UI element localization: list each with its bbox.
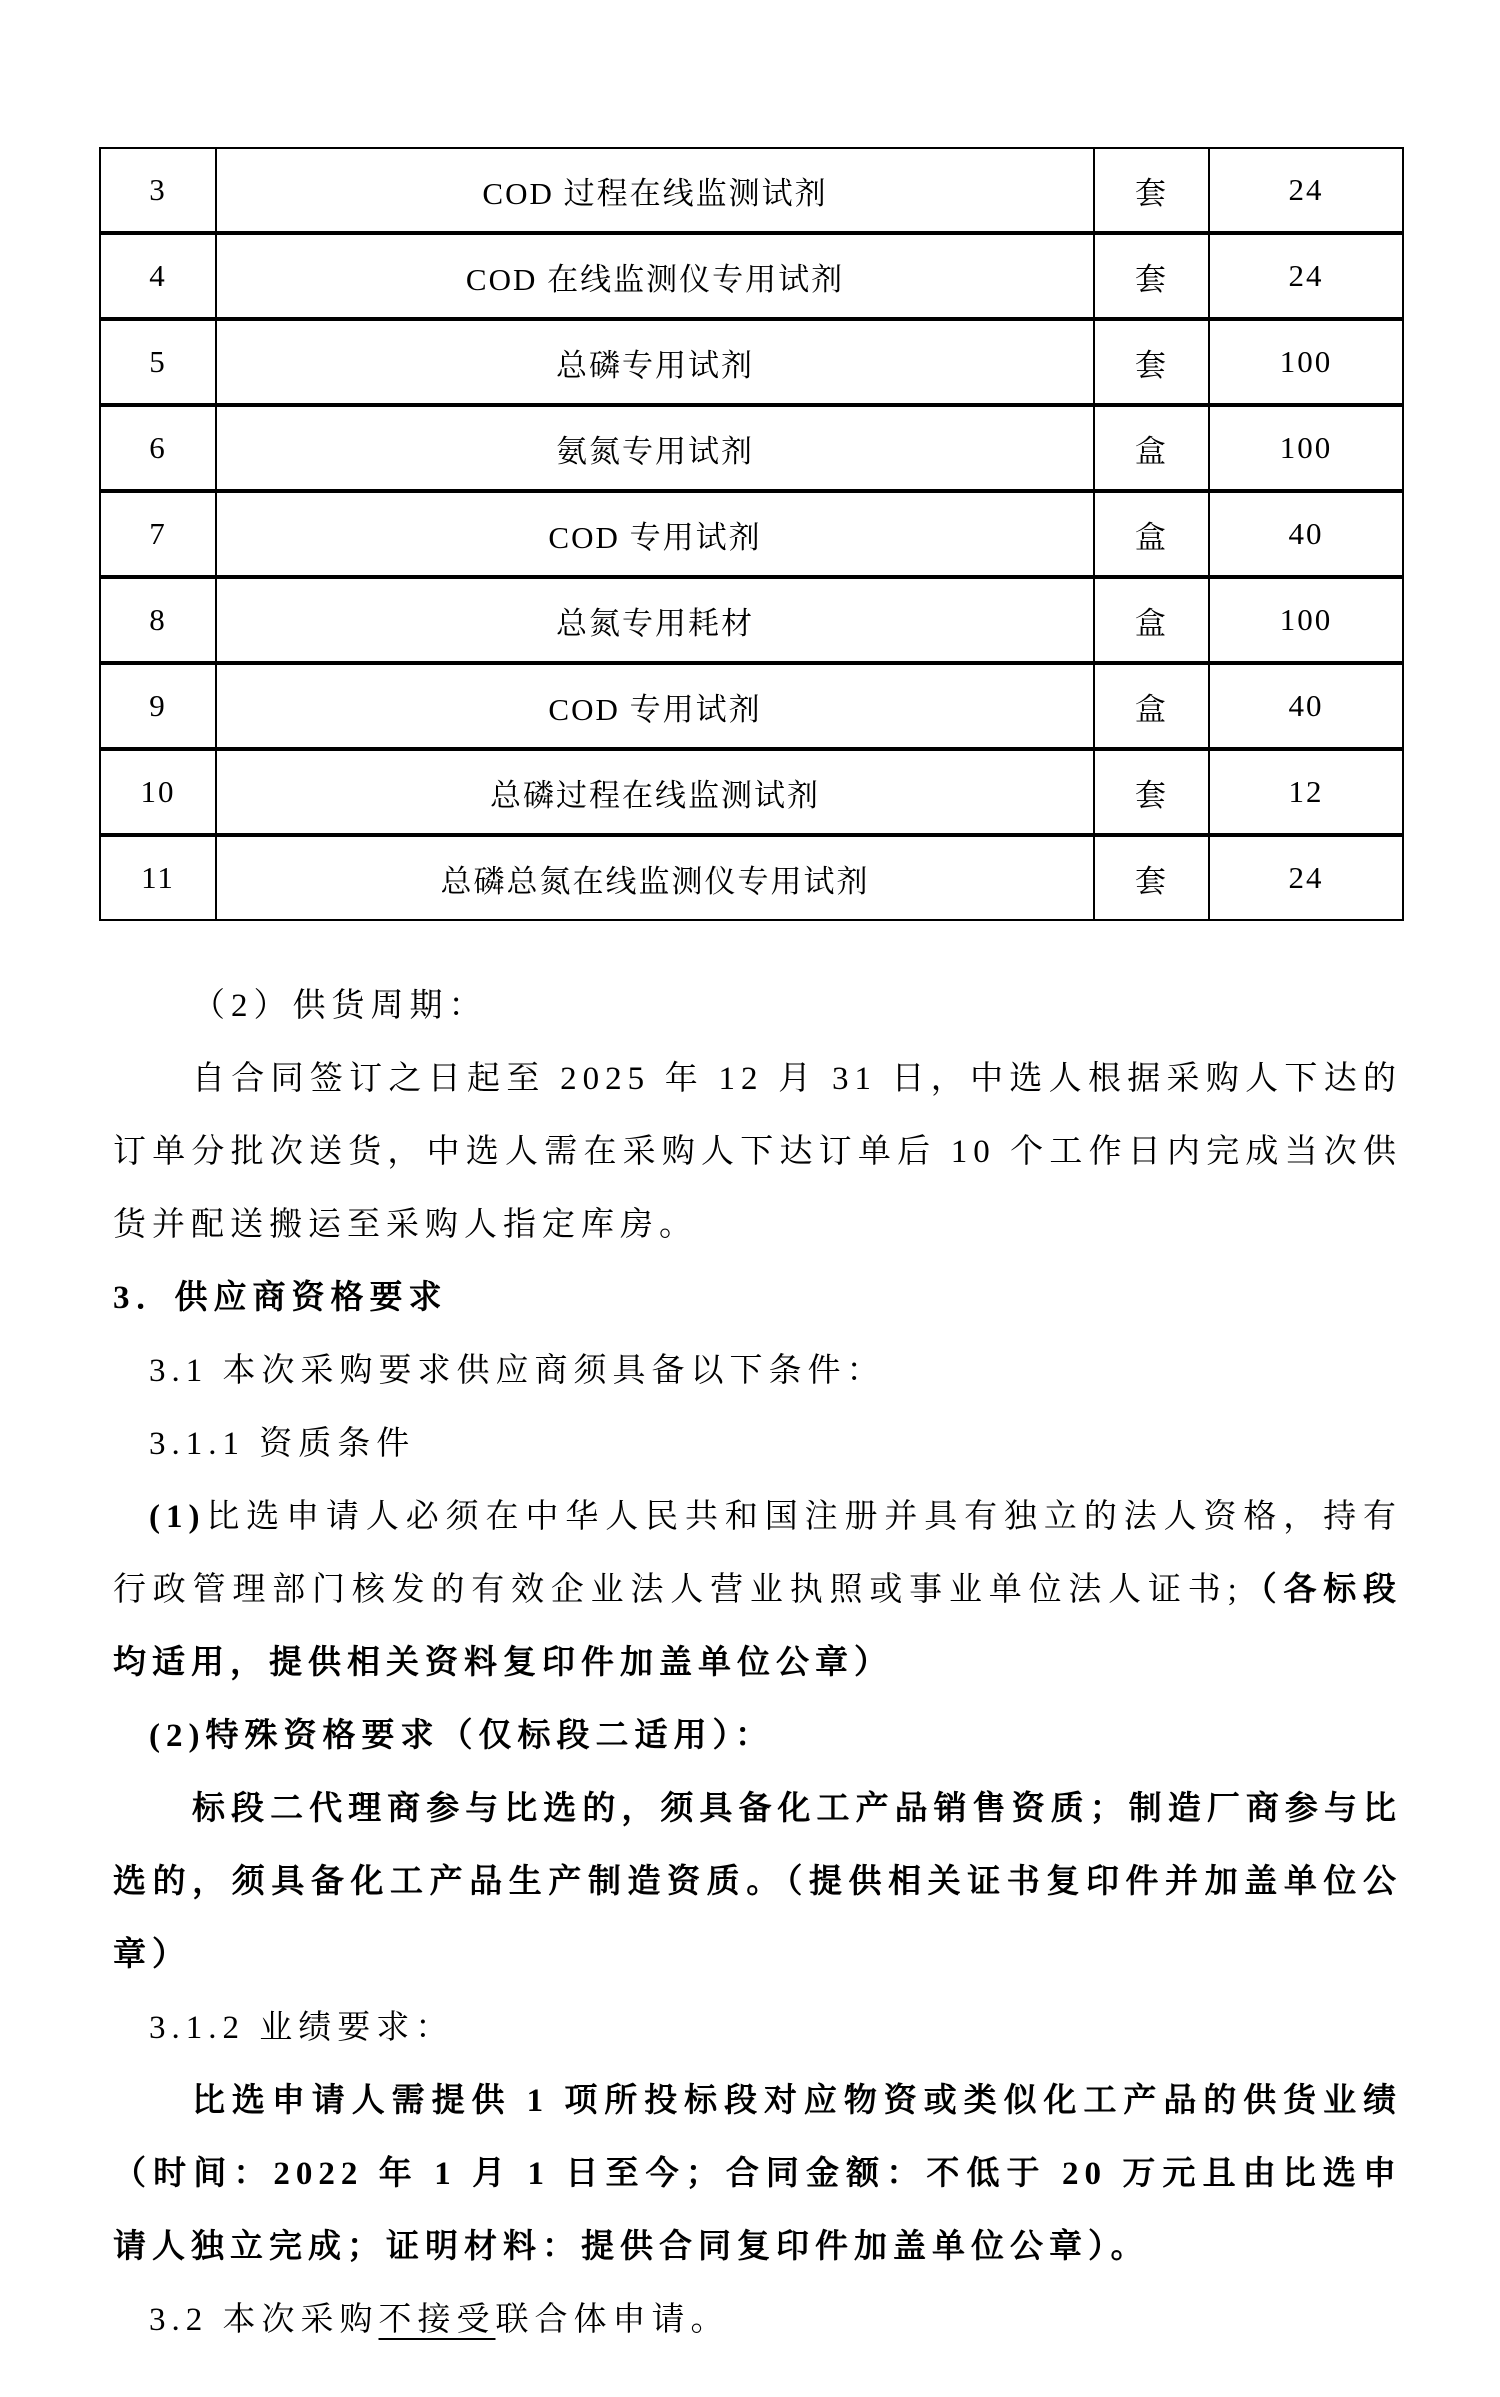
table-row: [100, 233, 1403, 319]
table-row: [100, 148, 1403, 233]
body-text: [113, 970, 1402, 2357]
row-no-cell: 3: [100, 148, 216, 233]
quantity-cell: 12: [1209, 749, 1403, 835]
p32-underlined-text: 不接受: [378, 2302, 496, 2338]
para-qualification-2-body: 标段二代理商参与比选的，须具备化工产品销售资质；制造厂商参与比选的，须具备化工产品生产制造资质。（提供相关证书复印件并加盖单位公章）: [113, 1791, 1402, 1973]
table-row: [100, 663, 1403, 749]
item-name-cell: COD 过程在线监测试剂: [216, 148, 1094, 233]
row-no-cell: 4: [100, 233, 216, 319]
row-no-cell: 6: [100, 405, 216, 491]
item-name-cell: 氨氮专用试剂: [216, 405, 1094, 491]
unit-cell: 盒: [1094, 577, 1209, 663]
para-3-2: [113, 2284, 1402, 2357]
row-no-cell: 7: [100, 491, 216, 577]
para-qualification-2-title: (2)特殊资格要求（仅标段二适用）：: [149, 1718, 774, 1754]
item-name-cell: 总磷过程在线监测试剂: [216, 749, 1094, 835]
row-no-cell: 10: [100, 749, 216, 835]
item-name-cell: 总磷专用试剂: [216, 319, 1094, 405]
item-name-cell: COD 专用试剂: [216, 491, 1094, 577]
para-supply-cycle-label: （2）供货周期：: [192, 988, 488, 1024]
quantity-cell: 100: [1209, 405, 1403, 491]
para-3-1-1: 3.1.1 资质条件: [149, 1426, 416, 1462]
p32-text-before: 3.2 本次采购: [149, 2302, 379, 2338]
table-row: [100, 405, 1403, 491]
item-name-cell: 总氮专用耗材: [216, 577, 1094, 663]
row-no-cell: 11: [100, 835, 216, 920]
quantity-cell: 100: [1209, 577, 1403, 663]
unit-cell: 盒: [1094, 491, 1209, 577]
row-no-cell: 9: [100, 663, 216, 749]
quantity-cell: 100: [1209, 319, 1403, 405]
table-row: [100, 577, 1403, 663]
unit-cell: 套: [1094, 749, 1209, 835]
quantity-cell: 24: [1209, 233, 1403, 319]
qual1-number: (1): [149, 1499, 206, 1535]
para-supply-period: 自合同签订之日起至 2025 年 12 月 31 日，中选人根据采购人下达的订单分批次送货，中选人需在采购人下达订单后 10 个工作日内完成当次供货并配送搬运至采购人指定库房。: [113, 1061, 1402, 1243]
unit-cell: 套: [1094, 148, 1209, 233]
unit-cell: 盒: [1094, 663, 1209, 749]
para-3-1-2: 3.1.2 业绩要求：: [149, 2010, 455, 2046]
quantity-cell: 24: [1209, 148, 1403, 233]
unit-cell: 盒: [1094, 405, 1209, 491]
table-row: [100, 319, 1403, 405]
qual1-bold-note: （各标段均适用，提供相关资料复印件加盖单位公章）: [113, 1572, 1403, 1681]
p32-text-after: 联合体申请。: [495, 2302, 730, 2338]
para-3-1: 3.1 本次采购要求供应商须具备以下条件：: [149, 1353, 886, 1389]
table-row: [100, 749, 1403, 835]
table-row: [100, 491, 1403, 577]
para-qualification-1: [113, 1481, 1402, 1700]
row-no-cell: 8: [100, 577, 216, 663]
goods-table: [99, 147, 1404, 921]
unit-cell: 套: [1094, 319, 1209, 405]
unit-cell: 套: [1094, 835, 1209, 920]
item-name-cell: COD 专用试剂: [216, 663, 1094, 749]
quantity-cell: 40: [1209, 491, 1403, 577]
quantity-cell: 24: [1209, 835, 1403, 920]
qual1-text: 比选申请人必须在中华人民共和国注册并具有独立的法人资格，持有行政管理部门核发的有效企业法人营业执照或事业单位法人证书;: [113, 1499, 1402, 1608]
item-name-cell: COD 在线监测仪专用试剂: [216, 233, 1094, 319]
table-row: [100, 835, 1403, 920]
heading-supplier-qualification: 3．供应商资格要求: [113, 1280, 448, 1316]
para-performance-requirement: 比选申请人需提供 1 项所投标段对应物资或类似化工产品的供货业绩（时间：2022 年 1 月 1 日至今；合同金额：不低于 20 万元且由比选申请人独立完成；证明材料：提供合同复印件加盖单位公章）。: [113, 2083, 1402, 2265]
unit-cell: 套: [1094, 233, 1209, 319]
quantity-cell: 40: [1209, 663, 1403, 749]
row-no-cell: 5: [100, 319, 216, 405]
item-name-cell: 总磷总氮在线监测仪专用试剂: [216, 835, 1094, 920]
